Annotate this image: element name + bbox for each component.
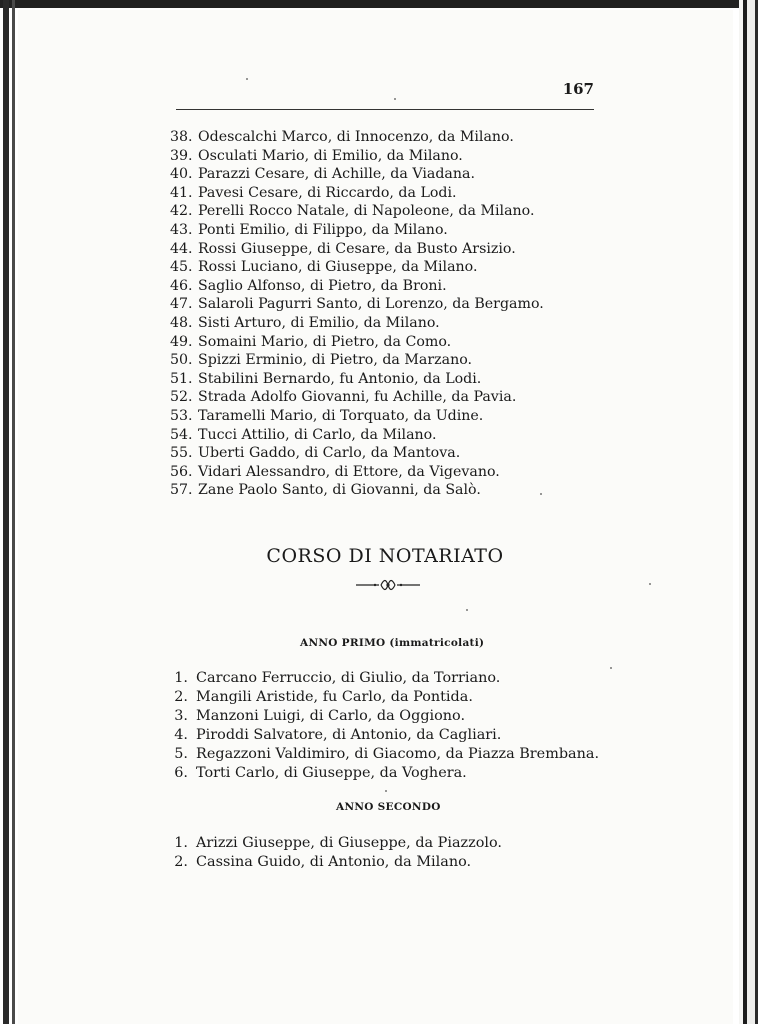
- entry-text: Regazzoni Valdimiro, di Giacomo, da Piazza Brembana.: [196, 746, 600, 762]
- list-item: [170, 463, 544, 482]
- list-item: [170, 745, 599, 764]
- list-item: [170, 295, 544, 314]
- scan-speck: [649, 583, 651, 585]
- list-item: [170, 128, 544, 147]
- list-item: [170, 388, 544, 407]
- entry-number: 5.: [174, 746, 188, 762]
- entry-text: Spizzi Erminio, di Pietro, da Marzano.: [198, 352, 473, 369]
- entry-number: 6.: [174, 765, 188, 781]
- entry-text: Piroddi Salvatore, di Antonio, da Cagliari.: [196, 727, 502, 743]
- entry-text: Parazzi Cesare, di Achille, da Viadana.: [198, 166, 475, 183]
- entry-text: Perelli Rocco Natale, di Napoleone, da Milano.: [198, 203, 535, 220]
- entry-number: 3.: [174, 708, 188, 724]
- scan-left-edge: [3, 0, 9, 1024]
- scan-top-border: [0, 0, 783, 8]
- scan-speck: [246, 78, 248, 80]
- list-item: [170, 202, 544, 221]
- anno-primo-list: [170, 669, 599, 783]
- entry-text: Strada Adolfo Giovanni, fu Achille, da Pavia.: [198, 389, 517, 406]
- list-item: [170, 669, 599, 688]
- entry-number: 40.: [170, 166, 193, 183]
- entry-number: 47.: [170, 296, 193, 313]
- list-item: [170, 314, 544, 333]
- entry-number: 48.: [170, 314, 193, 331]
- anno-secondo-heading: ANNO SECONDO: [336, 801, 441, 813]
- header-rule: [176, 109, 594, 110]
- list-item: [170, 351, 544, 370]
- entry-number: 56.: [170, 463, 193, 480]
- entry-text: Uberti Gaddo, di Carlo, da Mantova.: [198, 445, 461, 462]
- scan-speck: [385, 790, 387, 792]
- scan-speck: [466, 609, 468, 611]
- list-item: [170, 407, 544, 426]
- list-item: [170, 834, 502, 853]
- entry-number: 50.: [170, 352, 193, 369]
- entry-number: 53.: [170, 407, 193, 424]
- section-title: CORSO DI NOTARIATO: [266, 545, 504, 567]
- entry-text: Odescalchi Marco, di Innocenzo, da Milano.: [198, 129, 514, 145]
- entry-number: 4.: [174, 727, 188, 743]
- list-item: [170, 764, 599, 783]
- entry-number: 39.: [170, 147, 193, 164]
- list-item: [170, 147, 544, 166]
- entry-text: Carcano Ferruccio, di Giulio, da Torriano.: [196, 670, 501, 686]
- entry-text: Mangili Aristide, fu Carlo, da Pontida.: [196, 689, 473, 705]
- entry-text: Osculati Mario, di Emilio, da Milano.: [198, 147, 463, 164]
- entry-text: Rossi Luciano, di Giuseppe, da Milano.: [198, 259, 478, 276]
- list-item: [170, 240, 544, 259]
- entry-text: Arizzi Giuseppe, di Giuseppe, da Piazzolo.: [196, 835, 502, 851]
- page-number: 167: [562, 80, 594, 98]
- entry-number: 41.: [170, 184, 193, 201]
- list-item: [170, 444, 544, 463]
- entry-text: Stabilini Bernardo, fu Antonio, da Lodi.: [198, 370, 482, 387]
- entry-number: 57.: [170, 482, 193, 499]
- anno-primo-heading: ANNO PRIMO (immatricolati): [300, 637, 485, 649]
- list-item: [170, 370, 544, 389]
- entry-number: 1.: [174, 670, 188, 686]
- list-item: [170, 853, 502, 872]
- scan-speck: [540, 493, 542, 495]
- entry-number: 55.: [170, 445, 193, 462]
- entry-text: Tucci Attilio, di Carlo, da Milano.: [198, 426, 437, 443]
- entry-number: 54.: [170, 426, 193, 443]
- list-item: [170, 221, 544, 240]
- entry-text: Zane Paolo Santo, di Giovanni, da Salò.: [198, 482, 481, 499]
- entry-number: 2.: [174, 689, 188, 705]
- entry-text: Manzoni Luigi, di Carlo, da Oggiono.: [196, 708, 466, 724]
- list-item: [170, 726, 599, 745]
- entry-number: 45.: [170, 259, 193, 276]
- list-item: [170, 426, 544, 445]
- list-item: [170, 184, 544, 203]
- entry-text: Vidari Alessandro, di Ettore, da Vigevano.: [198, 463, 500, 480]
- list-item: [170, 277, 544, 296]
- entry-number: 43.: [170, 221, 193, 238]
- entry-text: Taramelli Mario, di Torquato, da Udine.: [198, 407, 484, 424]
- list-item: [170, 258, 544, 277]
- scan-right-edge: [739, 0, 783, 1024]
- scan-speck: [610, 667, 612, 669]
- entry-number: 44.: [170, 240, 193, 257]
- ornament-divider-icon: [355, 575, 421, 595]
- list-item: [170, 165, 544, 184]
- entry-number: 2.: [174, 854, 188, 870]
- entry-text: Pavesi Cesare, di Riccardo, da Lodi.: [198, 184, 457, 201]
- list-item: [170, 481, 544, 500]
- entry-number: 46.: [170, 277, 193, 294]
- list-item: [170, 707, 599, 726]
- list-item: [170, 333, 544, 352]
- anno-secondo-list: [170, 834, 502, 872]
- scan-left-edge-inner: [12, 0, 15, 1024]
- entry-number: 49.: [170, 333, 193, 350]
- scan-speck: [394, 98, 396, 100]
- entry-number: 38.: [170, 129, 193, 145]
- entry-text: Somaini Mario, di Pietro, da Como.: [198, 333, 452, 350]
- entry-text: Saglio Alfonso, di Pietro, da Broni.: [198, 277, 447, 294]
- list-item: [170, 688, 599, 707]
- entry-number: 42.: [170, 203, 193, 220]
- entry-number: 51.: [170, 370, 193, 387]
- entry-text: Cassina Guido, di Antonio, da Milano.: [196, 854, 472, 870]
- student-list: [170, 128, 544, 500]
- entry-text: Torti Carlo, di Giuseppe, da Voghera.: [196, 765, 467, 781]
- entry-text: Rossi Giuseppe, di Cesare, da Busto Arsizio.: [198, 240, 516, 257]
- entry-text: Salaroli Pagurri Santo, di Lorenzo, da Bergamo.: [198, 296, 544, 313]
- entry-text: Sisti Arturo, di Emilio, da Milano.: [198, 314, 440, 331]
- entry-number: 52.: [170, 389, 193, 406]
- entry-text: Ponti Emilio, di Filippo, da Milano.: [198, 221, 448, 238]
- entry-number: 1.: [174, 835, 188, 851]
